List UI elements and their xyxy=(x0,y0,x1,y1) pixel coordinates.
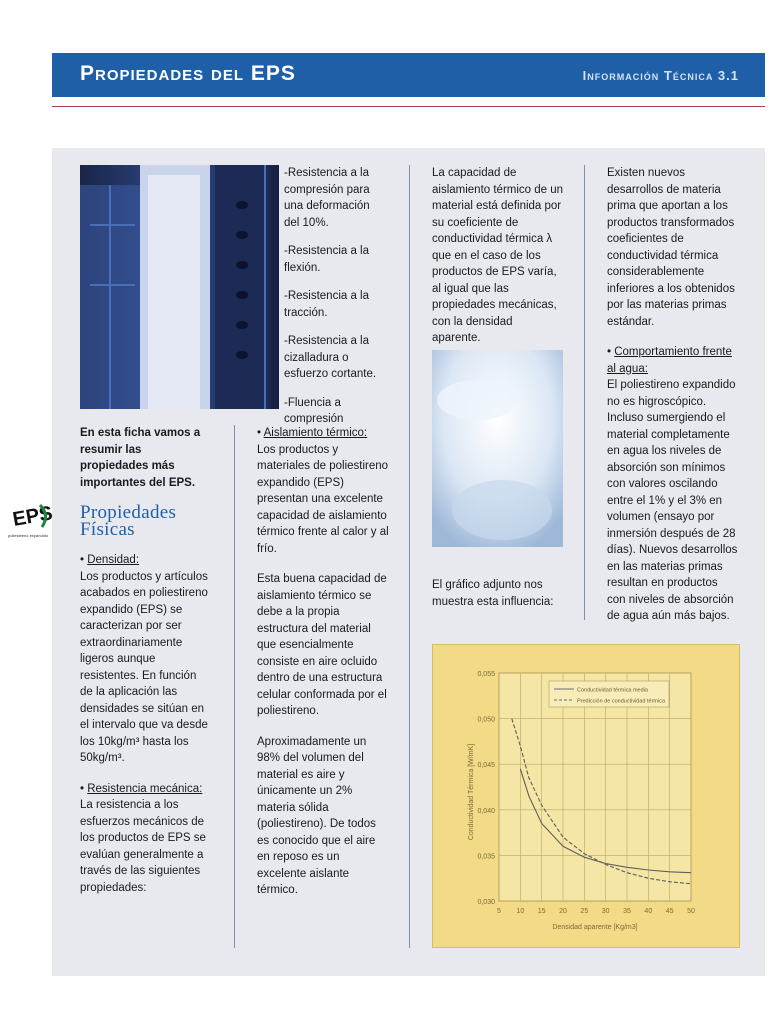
density-heading: Densidad: xyxy=(87,554,140,566)
x-tick-label: 50 xyxy=(687,908,695,915)
column-4: Existen nuevos desarrollos de materia prima que aportan a los productos transformados coeficientes de conductividad térmica considerablemente inferiores a los obtenidos por las materias primas estándar. • Comportamiento frente al agua: El poliestireno expandido no es higroscópico. Incluso sumergiendo el material completamente en agua los niveles de absorción son mínimos con valores oscilando entre el 1% y el 3% en volumen (ensayo por inmersión después de 28 días). Nuevos desarrollos en las materias primas resultan en productos con niveles de absorción de agua aún más bajos. xyxy=(607,165,739,639)
eps-beads-photo xyxy=(432,350,563,547)
mechanical-heading: Resistencia mecánica: xyxy=(87,782,203,795)
thermal-text-3: Aproximadamente un 98% del volumen del material es aire y únicamente un 2% materia sólida (poliestireno). De todos es conocido que el aire en reposo es un excelente aislante térmico. xyxy=(257,735,376,896)
list-item: -Resistencia a la cizalladura o esfuerzo cortante. xyxy=(284,335,377,380)
legend-label: Conductividad térmica media xyxy=(577,687,648,694)
column-2: • Aislamiento térmico: Los productos y materiales de poliestireno expandido (EPS) presentan una excelente capacidad de aislamiento térmico frente al calor y al frío. Esta buena capacidad de aislamiento térmico se debe a la propia estructura del material que esencialmente consiste en aire ocluido dentro de una estructura celular conformada por el poliestireno. Aproximadamente un 98% del volumen del material es aire y únicamente un 2% materia sólida (poliestireno). De todos es conocido que el aire en reposo es un excelente aislante térmico. xyxy=(257,425,389,913)
column-divider-2 xyxy=(409,165,410,948)
list-item: -Fluencia a compresión xyxy=(284,396,344,425)
x-tick-label: 10 xyxy=(516,908,525,915)
header-bar xyxy=(52,53,765,97)
water-heading: Comportamiento frente al agua: xyxy=(607,346,732,375)
new-developments-text: Existen nuevos desarrollos de materia prima que aportan a los productos transformados coeficientes de conductividad térmica considerablemente inferiores a los obtenidos por las materias primas estándar. xyxy=(607,167,735,328)
column-2-list xyxy=(284,165,388,440)
y-axis-label: Conductividad Térmica [W/mK] xyxy=(468,743,475,841)
y-tick-label: 0,030 xyxy=(477,899,495,906)
graph-caption xyxy=(432,577,564,624)
thermal-text: Los productos y materiales de poliestireno expandido (EPS) presentan una excelente capacidad de aislamiento térmico frente al calor y al frío. xyxy=(257,443,389,555)
water-text: El poliestireno expandido no es higroscópico. Incluso sumergiendo el material completamente en agua los niveles de absorción son mínimos con valores oscilando entre el 1% y el 3% en volumen (ensayo por inmersión después de 28 días). Nuevos desarrollos en las materias primas resultan en productos con niveles de absorción de agua aún más bajos. xyxy=(607,379,738,622)
svg-text:EPS: EPS xyxy=(11,502,54,531)
x-tick-label: 45 xyxy=(665,908,674,915)
eps-logo-subtitle: poliestireno expandido xyxy=(8,533,49,538)
x-tick-label: 15 xyxy=(537,908,546,915)
section-label: Información Técnica 3.1 xyxy=(582,68,739,83)
page-title: Propiedades del EPS xyxy=(80,62,296,85)
thermal-heading: Aislamiento térmico: xyxy=(263,427,368,439)
list-item: -Resistencia a la compresión para una deformación del 10%. xyxy=(284,167,370,229)
list-item: -Resistencia a la flexión. xyxy=(284,245,370,274)
y-tick-label: 0,055 xyxy=(477,671,495,678)
column-1: En esta ficha vamos a resumir las propiedades más importantes del EPS. Propiedades Físicas • Densidad: Los productos y artículos acabados en poliestireno expandido (EPS) se caracterizan por ser extraordinariamente ligeros aunque resistentes. En función de la aplicación las densidades se sitúan en el intervalo que va desde los 10kg/m³ hasta los 50kg/m³. • Resistencia mecánica: La resistencia a los esfuerzos mecánicos de los productos de EPS se evalúan generalmente a través de las siguientes propiedades: xyxy=(80,425,212,910)
column-3 xyxy=(432,165,564,361)
x-axis-label: Densidad aparente [Kg/m3] xyxy=(552,924,638,931)
density-text: Los productos y artículos acabados en poliestireno expandido (EPS) se caracterizan por ser extraordinariamente ligeros aunque resistentes. En función de la aplicación las densidades se sitúan en el intervalo que va desde los 10kg/m³ hasta los 50kg/m³. xyxy=(80,570,208,764)
mechanical-text: La resistencia a los esfuerzos mecánicos de los productos de EPS se evalúan generalmente a través de las siguientes propiedades: xyxy=(80,799,206,894)
x-tick-label: 20 xyxy=(559,908,567,915)
chart-svg xyxy=(433,645,739,947)
conductivity-text: La capacidad de aislamiento térmico de un material está definida por su coeficiente de conductividad térmica λ que en el caso de los productos de EPS varía, al igual que las propiedades mecánicas, con la densidad aparente. xyxy=(432,167,564,344)
eps-logo xyxy=(10,493,54,535)
conductivity-chart xyxy=(432,644,740,948)
column-divider-1 xyxy=(234,425,235,948)
x-tick-label: 40 xyxy=(644,908,653,915)
thermal-text-2: Esta buena capacidad de aislamiento térmico se debe a la propia estructura del material que esencialmente consiste en aire ocluido dentro de una estructura celular conformada por el poliestireno. xyxy=(257,573,387,717)
y-tick-label: 0,050 xyxy=(477,716,495,724)
y-tick-label: 0,040 xyxy=(477,807,495,815)
list-item: -Resistencia a la tracción. xyxy=(284,290,370,319)
header-rule xyxy=(52,106,765,107)
factory-photo xyxy=(80,165,279,409)
y-tick-label: 0,045 xyxy=(477,762,495,770)
column-divider-3 xyxy=(584,165,585,620)
graph-caption-text: El gráfico adjunto nos muestra esta influencia: xyxy=(432,579,554,608)
x-tick-label: 35 xyxy=(623,908,631,915)
section-title: Propiedades Físicas xyxy=(80,502,177,540)
intro-text: En esta ficha vamos a resumir las propiedades más importantes del EPS. xyxy=(80,427,201,489)
x-tick-label: 5 xyxy=(497,908,501,915)
x-tick-label: 30 xyxy=(601,908,610,915)
x-tick-label: 25 xyxy=(580,908,589,915)
legend-label: Predicción de conductividad térmica xyxy=(577,698,666,705)
y-tick-label: 0,035 xyxy=(477,853,495,861)
